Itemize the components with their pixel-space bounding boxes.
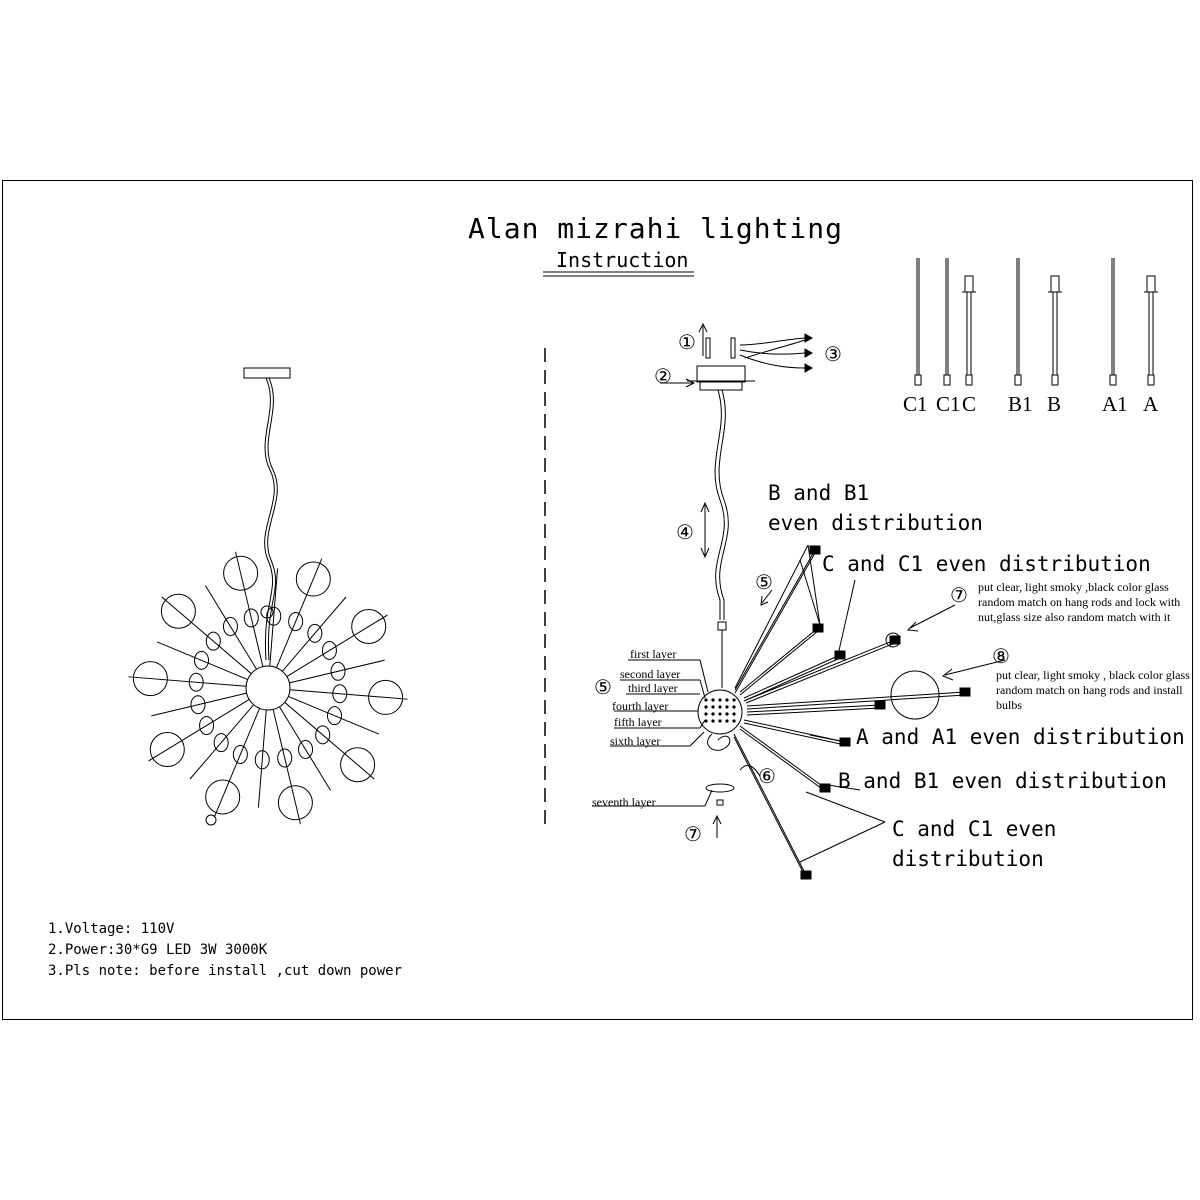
page-title: Alan mizrahi lighting	[468, 212, 844, 245]
chandelier-spoke	[289, 660, 384, 683]
page-subtitle: Instruction	[556, 248, 689, 272]
hub-hole	[725, 705, 728, 708]
note-step-7: put clear, light smoky ,black color glass random match on hang rods and lock with nut,glass size also random match with it	[978, 580, 1181, 624]
hub-hole	[704, 698, 707, 701]
step-1-marker: ①	[678, 330, 696, 354]
chandelier-spoke	[128, 677, 246, 686]
hub-hole	[732, 705, 735, 708]
chandelier-spoke	[288, 696, 378, 734]
callout-b-b1-top-line2: even distribution	[768, 511, 983, 535]
spec-power: 2.Power:30*G9 LED 3W 3000K	[48, 942, 268, 958]
callout-c-c1-top: C and C1 even distribution	[822, 552, 1151, 576]
rod-socket	[835, 651, 845, 659]
callout-a-a1: A and A1 even distribution	[856, 725, 1185, 749]
hub-hole	[725, 712, 728, 715]
assembly-rod	[746, 640, 895, 700]
step-4-marker: ④	[676, 520, 694, 544]
assembly-rod-edge	[746, 643, 895, 703]
step-5-marker-layers: ⑤	[594, 675, 612, 699]
callout-b-b1-bottom: B and B1 even distribution	[838, 769, 1167, 793]
rod-label-c1-alt: C1	[936, 392, 961, 416]
layer-label-third: third layer	[628, 681, 678, 695]
ceiling-canopy	[244, 368, 290, 378]
callout-b-b1-top-line1: B and B1	[768, 481, 870, 505]
layer-label-fifth: fifth layer	[614, 715, 662, 729]
hub-hole	[718, 719, 721, 722]
hub-hole	[711, 705, 714, 708]
rod-socket	[801, 871, 811, 879]
hub-hole	[725, 719, 728, 722]
spec-voltage: 1.Voltage: 110V	[48, 921, 175, 937]
assembly-rod-edge	[747, 708, 880, 715]
bottom-cup	[706, 784, 734, 792]
rod-socket	[813, 624, 823, 632]
rod-socket	[890, 636, 900, 644]
callout-c-c1-bottom-line1: C and C1 even	[892, 817, 1057, 841]
rod-label-a: A	[1143, 392, 1159, 416]
chandelier-spoke	[157, 642, 247, 680]
chandelier-spoke	[290, 690, 408, 699]
step-7-marker: ⑦	[684, 822, 702, 846]
step-6-marker: ⑥	[758, 764, 776, 788]
rod-a	[1147, 276, 1155, 292]
hub-hole	[718, 712, 721, 715]
rod-label-b1: B1	[1008, 392, 1033, 416]
chandelier-spoke	[258, 710, 266, 808]
hub-hole	[704, 712, 707, 715]
chandelier-spoke	[151, 693, 246, 716]
assembly-rod	[747, 692, 965, 706]
rod-socket	[875, 701, 885, 709]
rod-c	[965, 276, 973, 292]
spec-note: 3.Pls note: before install ,cut down power	[48, 963, 403, 979]
hub-hole	[711, 698, 714, 701]
rod-label-c1: C1	[903, 392, 928, 416]
rod-socket	[810, 546, 820, 554]
hub-hole	[725, 698, 728, 701]
rod-types-legend	[915, 258, 1158, 385]
hub-hole	[711, 719, 714, 722]
screw	[731, 338, 735, 358]
rod-socket	[960, 688, 970, 696]
layer-label-first: first layer	[630, 647, 677, 661]
central-hub	[246, 666, 290, 710]
rod-b	[1051, 276, 1059, 292]
hub-hole	[732, 698, 735, 701]
assembly-rod-edge	[747, 695, 965, 709]
assembly-rod	[747, 705, 880, 712]
hub-hole	[718, 698, 721, 701]
step-5-marker: ⑤	[755, 570, 773, 594]
assembly-rod-edge	[734, 737, 806, 878]
step-3-marker: ③	[824, 342, 842, 366]
canopy-bracket	[697, 366, 745, 382]
hub-hole	[711, 712, 714, 715]
layer-label-sixth: sixth layer	[610, 734, 661, 748]
note-step-8: put clear, light smoky , black color glass random match on hang rods and install bulbs	[996, 668, 1190, 712]
layer-label-seventh: seventh layer	[592, 795, 656, 809]
chandelier-overview	[128, 368, 407, 825]
assembly-rod	[734, 734, 806, 875]
suspension-cable	[715, 390, 724, 620]
layer-label-second: second layer	[620, 667, 681, 681]
hub-hole	[718, 705, 721, 708]
step-8-marker: ⑧	[992, 644, 1010, 668]
rod-label-b: B	[1047, 392, 1062, 416]
step-7-marker-note: ⑦	[950, 583, 968, 607]
callout-c-c1-bottom-line2: distribution	[892, 847, 1044, 871]
step-2-marker: ②	[654, 364, 672, 388]
hub-hole	[732, 719, 735, 722]
rod-label-c: C	[962, 392, 977, 416]
layer-label-fourth: fourth layer	[612, 699, 669, 713]
chandelier-spoke	[270, 568, 278, 666]
hub-hole	[704, 705, 707, 708]
rod-label-a1: A1	[1102, 392, 1128, 416]
assembly-rod-edge	[744, 723, 845, 745]
hub-hole	[732, 712, 735, 715]
screw	[706, 338, 710, 358]
